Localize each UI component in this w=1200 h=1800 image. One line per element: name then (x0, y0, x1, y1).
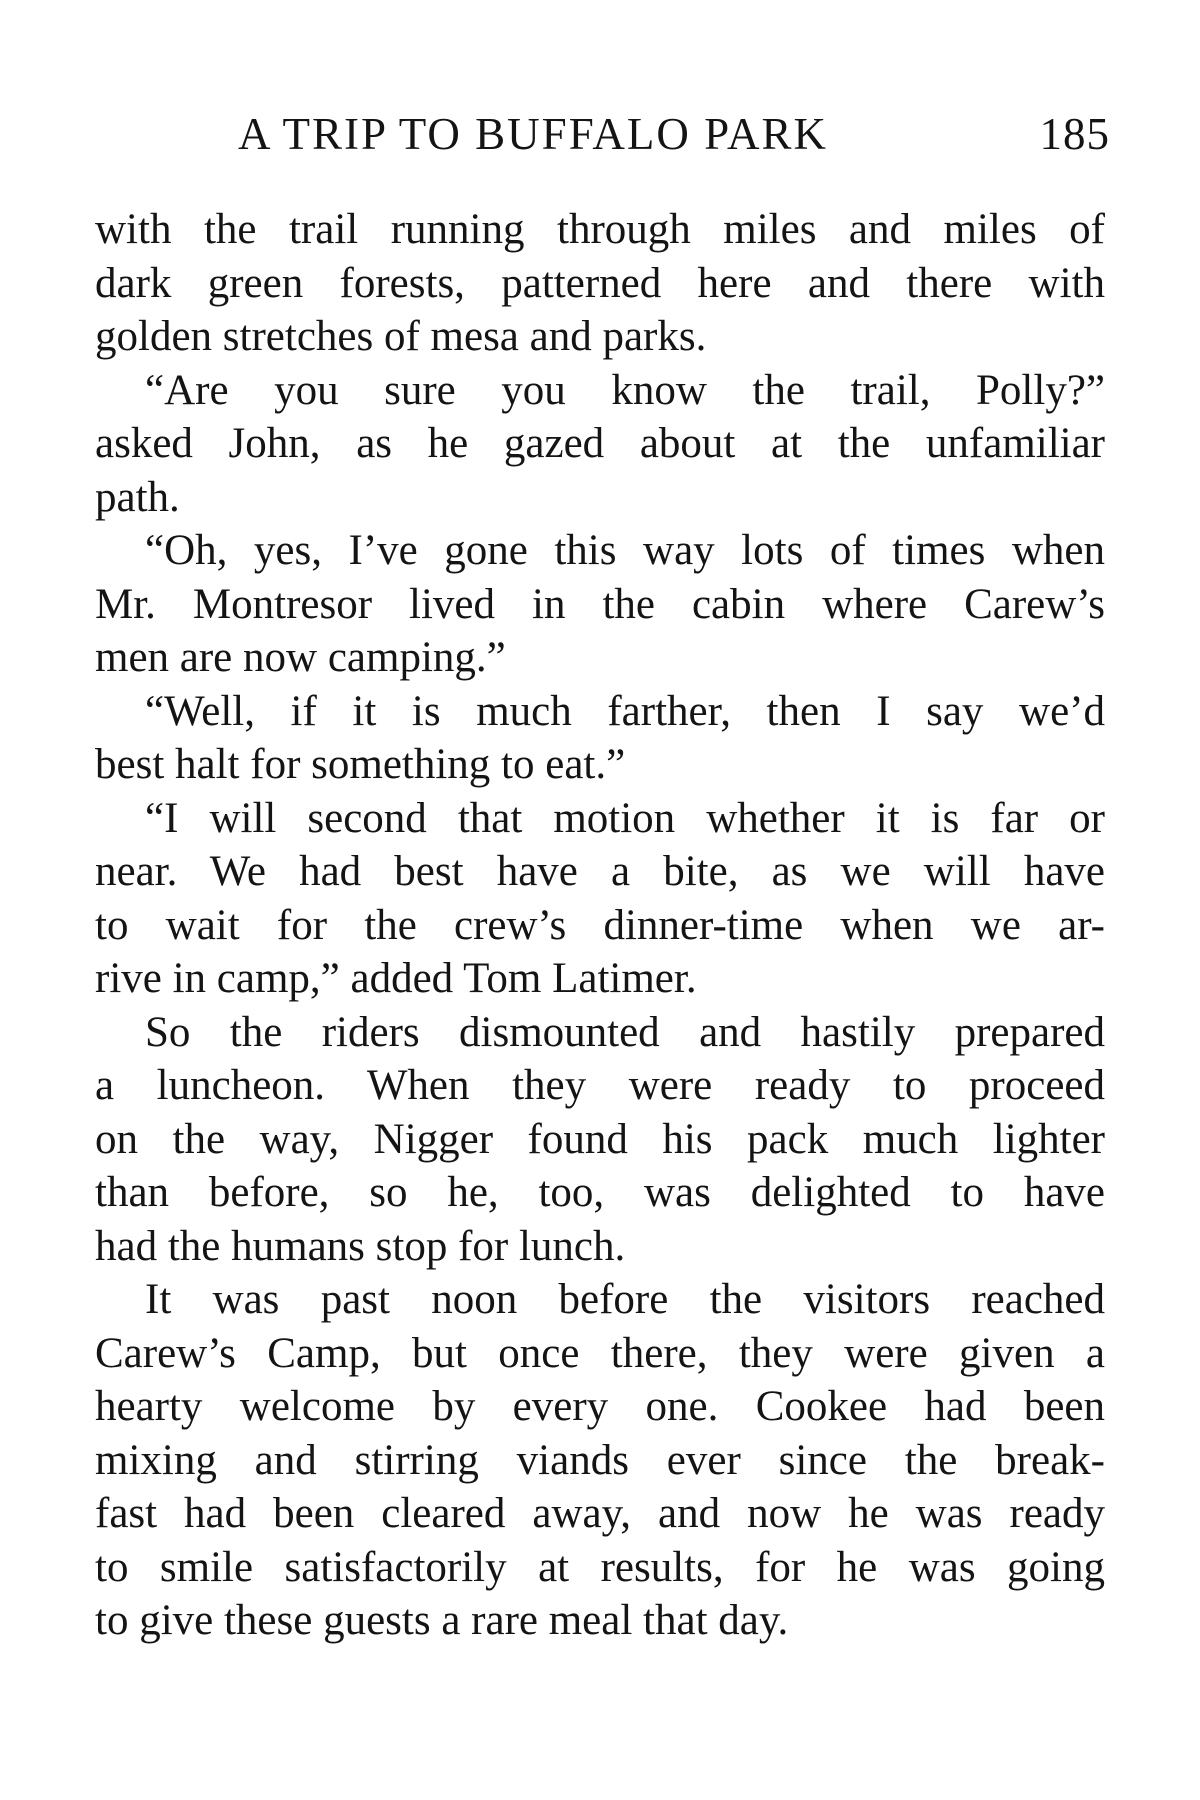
text-line: dark green forests, patterned here and there with (95, 259, 1105, 307)
text-line: Carew’s Camp, but once there, they were given a (95, 1329, 1105, 1377)
text-line: with the trail running through miles and miles of (95, 206, 1105, 253)
body-text (95, 203, 1105, 1648)
text-line: hearty welcome by every one. Cookee had been (95, 1383, 1105, 1430)
text-line: Mr. Montresor lived in the cabin where Carew’s (95, 580, 1105, 628)
text-line: fast had been cleared away, and now he was ready (95, 1490, 1105, 1537)
text-line: to smile satisfactorily at results, for he was going (95, 1543, 1105, 1591)
running-title: A TRIP TO BUFFALO PARK (238, 109, 829, 159)
text-line: best halt for something to eat.” (95, 741, 626, 788)
text-line: golden stretches of mesa and parks. (95, 313, 707, 360)
text-line: “Oh, yes, I’ve gone this way lots of times when (145, 527, 1105, 574)
text-line: to give these guests a rare meal that day. (95, 1597, 789, 1644)
text-line: men are now camping.” (95, 634, 506, 681)
text-line: mixing and stirring viands ever since the break- (95, 1436, 1105, 1484)
text-line: a luncheon. When they were ready to proceed (95, 1062, 1105, 1109)
text-line: So the riders dismounted and hastily prepared (145, 1008, 1105, 1056)
running-head (90, 108, 1110, 168)
text-line: to wait for the crew’s dinner-time when we ar- (95, 901, 1105, 949)
text-line: “I will second that motion whether it is far or (145, 794, 1105, 842)
page-number: 185 (1039, 109, 1110, 159)
text-line: “Well, if it is much farther, then I say we’d (145, 687, 1105, 735)
text-line: asked John, as he gazed about at the unfamiliar (95, 420, 1105, 467)
text-line: “Are you sure you know the trail, Polly?” (145, 366, 1105, 414)
text-line: than before, so he, too, was delighted to have (95, 1169, 1105, 1216)
text-line: It was past noon before the visitors reached (145, 1276, 1105, 1323)
text-line: near. We had best have a bite, as we will have (95, 848, 1105, 895)
text-line: rive in camp,” added Tom Latimer. (95, 955, 697, 1002)
text-line: had the humans stop for lunch. (95, 1222, 626, 1270)
text-line: on the way, Nigger found his pack much lighter (95, 1115, 1105, 1163)
text-line: path. (95, 473, 180, 521)
